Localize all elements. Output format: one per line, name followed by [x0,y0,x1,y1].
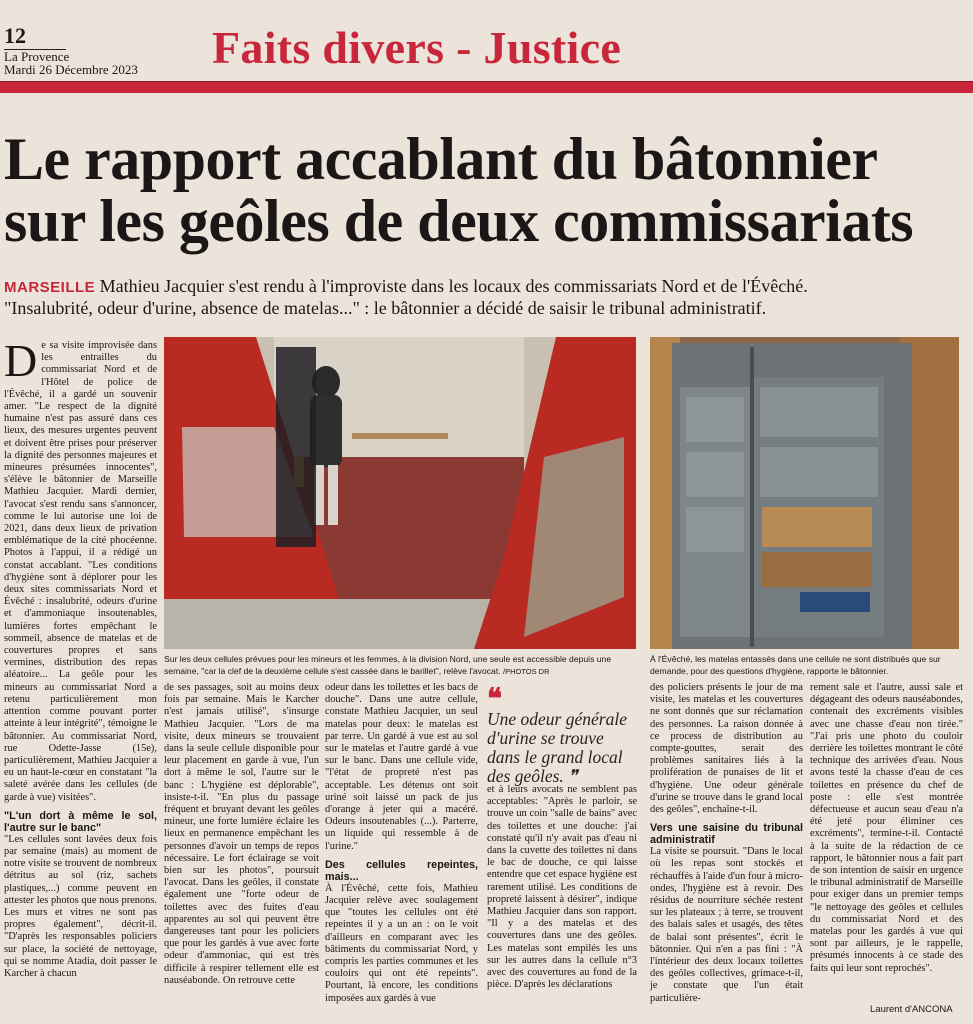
standfirst [4,276,969,318]
page-number: 12 [4,23,26,48]
col3-paragraph: odeur dans les toilettes et les bacs de douche". Dans une autre cellule, constate Mathieu Jacquier, un seul matelas pour deux: le matelas est par terre. Un gardé à vue est au sol sur le matelas et l'autre gardé à vue sur le banc. Dans une cellule vide, "l'état de propreté n'est pas acceptable. Les détenus ont soit uriné soit laissé un pack de jus d'orange à jeter qui a macéré. Odeurs insoutenables (...). Parterre, un liquide qui ressemble à de l'urine." [325,682,478,852]
pull-quote-text: Une odeur générale d'urine se trouve dans le grand local des geôles. ❞ [487,709,627,786]
photo-cell-nord-image [164,337,636,649]
headline-line-1: Le rapport accablant du bâtonnier [4,126,878,192]
headline-line-2: sur les geôles de deux commissariats [4,188,914,254]
photo-caption-1 [164,654,636,677]
col4-paragraph: et à leurs avocats ne semblent pas acceptables: "Après le parloir, se trouve un coin "salle de bains" avec des toilettes et une douche: j'ai constaté qu'il n'y avait pas d'eau ni dans la cuvette des toilettes ni dans le bac de douche, ce qui laisse entendre que cet espace hygiène est rarement utilisé. Les conditions de propreté laissent à désirer", indique Mathieu Jacquier dans son rapport. "Il y a des matelas et des couvertures dans une des geôles. Les matelas sont empilés les uns sur les autres dans la cellule n°3 avec des couvertures au fond de la pièce. D'après les déclarations [487,784,637,991]
col2-paragraph: de ses passages, soit au moins deux fois par semaine. Mais le Karcher n'est jamais utilisé", s'insurge Mathieu Jacquier. "Lors de ma visite, deux mineurs se trouvaient dans la seule cellule disponible pour leur placement en garde à vue, l'un dort à même le sol, l'autre sur le banc : L'hygiène est déplorable", insiste-t-il. "En plus du passage fréquent et bruyant devant les geôles mineur, une forte lumière éclaire les lieux en permanence empêchant les personnes d'avoir un temps de repos nécessaire. Le fort éclairage se voit bien sur les photos", poursuit l'avocat. Dans les geôles, il constate également une "forte odeur de toilettes avec des fuites d'eau apparentes au sol qui peuvent être dangereuses tant pour les policiers que pour les gardés à vue avec forte odeur d'ammoniac, qui est très difficile à respirer tellement elle est nauséabonde. On retrouve cette [164,682,319,986]
col5b-paragraph: La visite se poursuit. "Dans le local où les repas sont stockés et réchauffés à l'aide d'un four à micro-ondes, l'hygiène est à revoir. Des résidus de nourriture séchée restent sur les plateaux ; à terre, se trouvent des balais sales et usagés, des têtes de balai sont présentes", écrit le bâtonnier. Qui n'en a pas fini : "À l'intérieur des deux locaux toilettes des geôles collectives, grimace-t-il, je constate que l'un était particulière- [650,846,803,1004]
byline: Laurent d'ANCONA [870,1004,953,1015]
article-column-5 [650,682,803,1005]
article-column-3 [325,682,478,1005]
location-kicker: MARSEILLE [4,279,96,296]
photo-caption-2: À l'Évêché, les matelas entassés dans une cellule ne sont distribués que sur demande, pour des questions d'hygiène, rapporte le bâtonnier. [650,654,941,676]
quote-mark-icon: ❝ [487,684,503,715]
issue-date: Mardi 26 Décembre 2023 [4,62,138,77]
caption-1-text: Sur les deux cellules prévues pour les mineurs et les femmes, à la division Nord, une seule est accessible depuis une semaine, "car la clef de la deuxième cellule s'est cassée dans le barillet", relève l'avocat. [164,654,612,676]
article-column-6 [810,682,963,975]
article-column-4 [487,784,637,991]
col3b-paragraph: À l'Évêché, cette fois, Mathieu Jacquier relève avec soulagement que "toutes les cellules ont été repeintes il y a un an : on le voit d'ailleurs en comparant avec les bâtiments du commissariat Nord, y compris les parties communes et les couloirs qui ont été repeints". Pourtant, là encore, les conditions imposées aux gardés à vue [325,882,478,1004]
headline [4,128,969,252]
section-red-bar [0,81,973,93]
subhead-1: "L'un dort à même le sol, l'autre sur le banc" [4,809,157,834]
col1-paragraph: e sa visite improvisée dans les entrailles du commissariat Nord et de l'Hôtel de police de l'Évêché, il a gardé un souvenir amer. "Le respect de la dignité humaine n'est pas assuré dans ces lieux, des mesures urgentes peuvent et doivent être prises pour préserver la dignité des personnes majeures et mineures présumées innocentes", s'élève le bâtonnier de Marseille Mathieu Jacquier. Mardi dernier, l'avocat s'est rendu sans s'annoncer, comme le lui autorise une loi de 2021, dans deux lieux de privation emblématique de la cité phocéenne. Photos à l'appui, il a rédigé un constat accablant. "Les conditions d'hygiène sont à déplorer pour les deux sites commissariats Nord et Évêché : insalubrité, odeurs d'urine et d'ammoniaque insoutenables, lumières fortes empêchant le sommeil, absence de matelas et de couvertures propres et sans vermines, distribution des repas aléatoire... La geôle pour les mineurs au commissariat Nord a retenu particulièrement mon attention comme pouvant porter atteinte à leur intégrité", témoigne le bâtonnier. Au commissariat Nord, rue Odette-Jasse (15e), particulièrement, Mathieu Jacquier a eu un haut-le-cœur en constatant "la saleté avérée dans les cellules (de garde à vue) visitées". [4,340,157,803]
subhead-3: Vers une saisine du tribunal administratif [650,822,803,847]
standfirst-line-1: Mathieu Jacquier s'est rendu à l'improviste dans les locaux des commissariats Nord et de l'Évêché. [99,276,808,296]
drop-cap: D [4,335,38,386]
pull-quote [487,684,637,786]
article-column-1 [4,335,157,980]
section-title: Faits divers - Justice [212,22,622,73]
publication-name: La Provence [4,49,70,64]
photo-cell-eveche-image [650,337,959,649]
photo-cell-nord [164,337,636,649]
col5-paragraph: des policiers présents le jour de ma visite, les matelas et les couvertures ne sont donnés que sur réclamation des personnes. La raison donnée à ce process de distribution au compte-gouttes, serait des problèmes sanitaires liés à la prolifération de punaises de lit et d'hygiène. Une odeur générale d'urine se trouve dans le grand local des geôles", enchaîne-t-il. [650,682,803,816]
col6-paragraph: rement sale et l'autre, aussi sale et dégageant des odeurs nauséabondes, contenait des excréments visibles avec une chasse d'eau non tirée." "J'ai pris une photo du couloir derrière les toilettes montrant le côté technique des arrivées d'eau. Nous avons testé la chasse d'eau de ces toilettes en présence du chef de poste : elle s'est montrée défectueuse et aucun seau d'eau n'a été jeté pour éliminer ces excréments", termine-t-il. Contacté à la suite de la rédaction de ce rapport, le bâtonnier nous a fait part de son intention de saisir en urgence le tribunal administratif de Marseille pour exiger dans un premier temps "le nettoyage des geôles et cellules du commissariat Nord et des matelas pour les gardés à vue qui sont par ailleurs, je le rappelle, présumés innocents à ce stade des faits qui leur sont reprochés". [810,682,963,974]
col1b-paragraph: "Les cellules sont lavées deux fois par semaine (mais) au moment de notre visite se trouvent de nombreux détritus au sol (riz, sachets plastiques,...) comme peuvent en attester les photos que nous prenons. Les murs et vitres ne sont pas propres également", décrit-il. "D'après les responsables policiers sur place, la société de nettoyage, qui se nomme Atadia, doit passer le Karcher à chacun [4,833,157,979]
article-column-2 [164,682,319,987]
photo-credit: /PHOTOS DR [502,666,550,676]
subhead-2: Des cellules repeintes, mais... [325,858,478,883]
standfirst-line-2: "Insalubrité, odeur d'urine, absence de matelas..." : le bâtonnier a décidé de saisir le tribunal administratif. [4,298,767,318]
photo-cell-eveche [650,337,959,649]
